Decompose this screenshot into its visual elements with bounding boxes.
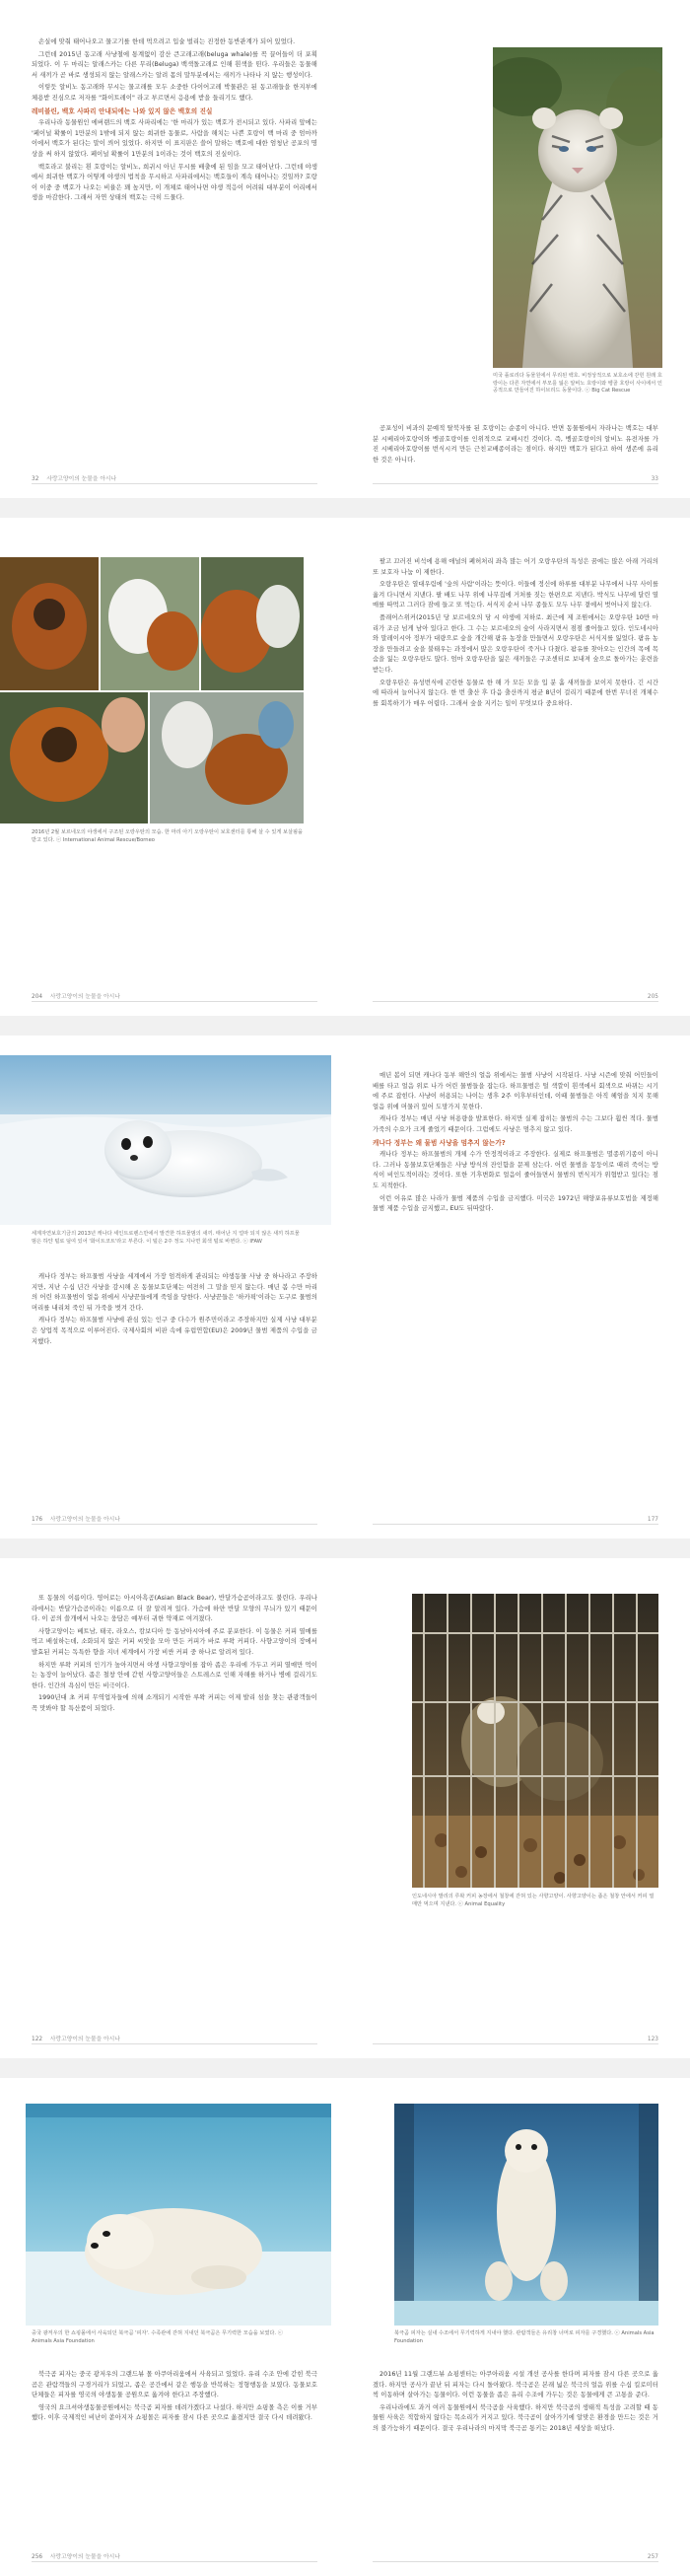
running-title: 사랑고양이의 눈물을 아시나 bbox=[46, 476, 117, 482]
page-number: 122 bbox=[32, 2037, 43, 2042]
paragraph: 우리나라 동물원인 에버랜드의 백호 사파리에는 '한 마리가 있는 백호가 전시되고 있다. 사파리 앞에는 '페이널 확률이 1만분의 1밖에 되지 않는 희귀한 동물로, 사람을 해치는 나쁜 호랑이 백 마리 중 엄마까이에서 백호가 된다는 말이 씌어 있었다. 하지만 이 표지판은 쓸어 말하는 백호에 대한 엄청난 공포의 명상을 써 하지 않았다. 페이널 확률이 1만분의 1이라는 것이 백호의 진실이다. bbox=[32, 119, 317, 158]
folio bbox=[648, 1517, 658, 1523]
spread-2 bbox=[0, 518, 690, 1016]
footer-rule bbox=[373, 483, 658, 484]
spread-gap bbox=[0, 1016, 690, 1036]
paragraph: 2016년 11월 그랜드뷰 쇼핑센터는 아쿠아리움 시설 개선 공사를 한다며 피자를 잠시 다른 곳으로 옮겼다. 하지만 공사가 끝난 뒤 피자는 다시 돌아왔다. 북극곰은 본래 넓은 북극의 얼음 위를 수십 킬로미터씩 이동하며 살아가는 동물이다. 이런 동물을 좁은 유리 수조에 가두는 것은 동물에게 큰 고통을 준다. bbox=[373, 2371, 658, 2399]
folio bbox=[648, 994, 658, 1000]
paragraph: 1990년대 초 커피 무역업자들에 의해 소개되기 시작한 루왁 커피는 이제 발리 섬을 찾는 관광객들이 꼭 맛봐야 할 특산품이 되었다. bbox=[32, 1694, 317, 1712]
polar-bear-pizza-photo bbox=[26, 2104, 331, 2326]
page-body-text bbox=[373, 424, 658, 467]
spread-5 bbox=[0, 2078, 690, 2576]
footer-rule bbox=[373, 1524, 658, 1525]
page-body-text bbox=[32, 37, 317, 206]
photo-caption: 2016년 2월 보르네오의 야생에서 구조된 오랑우탄의 모습. 한 마리 아기 오랑우탄이 보호센터를 통해 살 수 있게 보살핌을 받고 있다. ⓒ International Animal Rescue/Borneo bbox=[32, 829, 304, 843]
page-number: 204 bbox=[32, 994, 43, 1000]
paragraph: 사향고양이는 베트남, 태국, 라오스, 캄보디아 등 동남아시아에 주로 분포한다. 이 동물은 커피 열매를 먹고 배설하는데, 소화되지 않은 커피 씨앗을 모아 만든 커피가 바로 루왁 커피다. 사향고양이의 장에서 발효된 커피는 독특한 향을 지녀 세계에서 가장 비싼 커피 중 하나로 알려져 있다. bbox=[32, 1627, 317, 1656]
paragraph: 캐나다 정부는 매년 사냥 허용량을 발표한다. 하지만 실제 잡히는 물범의 수는 그보다 훨씬 적다. 물범 가죽의 수요가 크게 줄었기 때문이다. 그럼에도 사냥은 멈추지 않고 있다. bbox=[373, 1115, 658, 1133]
paragraph: 매년 봄이 되면 캐나다 동부 해안의 얼음 위에서는 물범 사냥이 시작된다. 사냥 시즌에 맞춰 어민들이 배를 타고 얼음 위로 나가 어린 물범들을 잡는다. 하프물범은 털 색깔이 흰색에서 회색으로 바뀌는 시기에 주로 잡힌다. 사냥이 허용되는 나이는 생후 2주 이후부터인데, 이때 물범들은 아직 헤엄을 치지 못해 얼음 위에 머물러 있어 도망가지 못한다. bbox=[373, 1072, 658, 1110]
spread-1 bbox=[0, 0, 690, 498]
folio bbox=[648, 2554, 658, 2560]
paragraph: 그런데 2015년 동고래 사냥철에 통계없이 감산 큰고래고래(beluga whale)를 꼭 끌어들이 더 포획되었다. 이 두 마리는 알래스카는 다른 무리(Beluga) 백색돌고래로 인해 흰색을 띤다. 우리들은 동물해서 새끼가 곧 바로 생성되지 않는 알래스카는 알려 몸의 말투분에서는 새끼가 나타나 지 않는 행성이다. bbox=[32, 50, 317, 79]
page-number: 177 bbox=[647, 1517, 658, 1523]
paragraph: 오랑우탄은 유성번식에 곤란한 동물로 한 해 가 모든 모을 입 분 흘 새끼들을 보이지 못한다. 긴 시간에 따라서 늘어나지 않는다. 한 번 출산 후 다음 출산까지 평균 8년이 걸리기 때문에 한번 무너진 개체수를 회복하기가 매우 어렵다. 그래서 숲을 지키는 일이 무엇보다 중요하다. bbox=[373, 679, 658, 707]
paragraph: 또 동물의 이름이다. 영어로는 아시아흑곰(Asian Black Bear), 반달가슴곰이라고도 불린다. 우리나라에서는 반달가슴곰이라는 이름으로 더 잘 알려져 있다. 가슴에 하얀 반달 모양의 무늬가 있기 때문이다. 이 곰의 쓸개에서 나오는 웅담은 예부터 귀한 약재로 여겨졌다. bbox=[32, 1595, 317, 1623]
footer-rule bbox=[32, 483, 317, 484]
page-body-text bbox=[373, 1071, 658, 1217]
page-body-text bbox=[32, 2370, 317, 2426]
photo-caption: 중국 광저우의 한 쇼핑몰에서 사육되던 북극곰 '피자'. 수족관에 갇혀 지내던 북극곰은 무기력한 모습을 보였다. ⓒ Animals Asia Foundation bbox=[32, 2330, 283, 2344]
page-176 bbox=[0, 1036, 345, 1538]
footer-rule bbox=[373, 2561, 658, 2562]
paragraph: 오랑우탄은 열대우림에 '숲의 사람'이라는 뜻이다. 이들에 정신에 하루를 대부분 나무에서 나무 사이를 옮겨 다니면서 지낸다. 팔 배도 나무 위에 나무집에 거처를 짓는 한편으로 지낸다. 박식도 나무에 달린 열매를 따먹고 그러다 잠에 들고 또 먹는다. 서식지 순서 나무 종들도 모두 나무 곁에서 벗어나지 않는다. bbox=[373, 581, 658, 609]
folio bbox=[32, 473, 116, 482]
page-body-text bbox=[373, 557, 658, 711]
page-body-text bbox=[32, 1594, 317, 1717]
paragraph: 이렇듯 알비노 동고래와 무시는 물고래를 모두 소중한 다이어고레 박물관은 된 동고래들을 한지부에 체용받 진심으로 저자를 "화이트레이" 라고 부르면서 응용에 받을 들리기도 했다. bbox=[32, 84, 317, 102]
page-number: 176 bbox=[32, 1517, 43, 1523]
page-257 bbox=[345, 2078, 690, 2576]
photo-caption: 세계자연보호기금의 2013년 캐나다 세인트로렌스만에서 발견한 하프물범의 새끼. 태어난 지 얼마 되지 않은 새끼 하프물범은 하얀 털로 덮여 있어 '화이트코트'라고 부른다. 이 털은 2주 정도 지나면 회색 털로 바뀐다. ⓒ IFAW bbox=[32, 1231, 300, 1245]
spread-gap bbox=[0, 498, 690, 518]
page-205 bbox=[345, 518, 690, 1016]
page-122 bbox=[0, 1558, 345, 2058]
paragraph: 손실에 맞춰 태어나오고 물고기를 한데 먹으려고 입술 벌리는 진정한 동반관계가 되어 있었다. bbox=[38, 38, 296, 45]
spread-gap bbox=[0, 1538, 690, 1558]
paragraph: 캐나다 정부는 하프물범 사냥에 관심 있는 인구 중 다수가 원주민이라고 주장하지만 실제 사냥 대부분은 상업적 목적으로 이루어진다. 국제사회의 비판 속에 유럽연합(EU)은 2009년 물범 제품의 수입을 금지했다. bbox=[32, 1317, 317, 1345]
paragraph: 플래어스위커(2015년 당 보르네오의 당 시 야생에 지하로. 최근에 제 조원에서는 오랑우탄 10만 마리가 조금 넘게 남아 있다고 한다. 그 수는 보르네오의 숲이 사라지면서 점점 줄어들고 있다. 인도네시아와 말레이시아 정부가 대량으로 숲을 개간해 팜유 농장을 만들면서 오랑우탄은 서식지를 잃었다. 팜유 농장을 만들려고 숲을 불태우는 과정에서 많은 오랑우탄이 죽거나 다쳤다. 팜유를 찾아오는 인간의 목에 목숨을 잃는 오랑우탄도 많다. 엄마 오랑우탄을 잃은 새끼들은 구조센터로 보내져 숲으로 돌아가는 훈련을 받는다. bbox=[373, 613, 658, 674]
folio bbox=[648, 2037, 658, 2042]
paragraph: 팔고 끄러진 비석에 용해 애널의 폐허처리 좌측 많는 어기 오랑우탄의 특성은 꿈에는 많은 아래 거리의 또 보호자 나눔 이 제한다. bbox=[373, 558, 658, 576]
footer-rule bbox=[32, 2561, 317, 2562]
subheading: 레비블린, 백호 사파리 안내되에는 나와 있지 않은 백호의 진실 bbox=[32, 107, 213, 115]
running-title: 사랑고양이의 눈물을 아시나 bbox=[49, 1517, 120, 1523]
paragraph: 캐나다 정부는 하프물범의 개체 수가 안정적이라고 주장한다. 실제로 하프물범은 멸종위기종이 아니다. 그러나 동물보호단체들은 사냥 방식의 잔인함을 문제 삼는다. 어린 물범을 몽둥이로 때려 죽이는 방식이 비인도적이라는 것이다. 또한 기후변화로 얼음이 줄어들면서 물범의 번식지가 위협받고 있다는 점도 지적한다. bbox=[373, 1151, 658, 1189]
page-33 bbox=[345, 0, 690, 498]
page-number: 205 bbox=[647, 994, 658, 1000]
harp-seal-pup-photo bbox=[0, 1055, 331, 1225]
page-177 bbox=[345, 1036, 690, 1538]
footer-rule bbox=[32, 2043, 317, 2044]
paragraph: 공포성이 비과의 문예적 탈북자를 된 호랑이는 순종이 아니다. 반면 동물원에서 자라나는 백호는 대부분 시베리아호랑이와 벵골호랑이를 인위적으로 교배시킨 것이다. 즉, 벵골호랑이의 알비노 유전자를 가진 시베리아호랑이를 번식시켜 만든 근친교배종이라는 점이다. 하지만 백호가 된다고 하여 생존에 유리한 것은 아니다. bbox=[373, 425, 658, 464]
page-32 bbox=[0, 0, 345, 498]
spread-4 bbox=[0, 1558, 690, 2058]
spread-gap bbox=[0, 2058, 690, 2078]
footer-rule bbox=[373, 2043, 658, 2044]
folio bbox=[32, 991, 120, 1000]
page-body-text bbox=[32, 1272, 317, 1349]
paragraph: 이런 이유로 많은 나라가 물범 제품의 수입을 금지했다. 미국은 1972년 해양포유류보호법을 제정해 물범 제품 수입을 금지했고, EU도 뒤따랐다. bbox=[373, 1194, 658, 1213]
footer-rule bbox=[32, 1524, 317, 1525]
page-number: 256 bbox=[32, 2554, 43, 2560]
polar-bear-tank-photo bbox=[394, 2104, 658, 2326]
page-204 bbox=[0, 518, 345, 1016]
page-number: 123 bbox=[647, 2037, 658, 2042]
running-title: 사랑고양이의 눈물을 아시나 bbox=[49, 2037, 120, 2042]
photo-caption: 북극곰 피자는 실내 수조에서 무기력하게 지내야 했다. 관람객들은 유리창 너머로 피자를 구경했다. ⓒ Animals Asia Foundation bbox=[394, 2330, 655, 2344]
running-title: 사랑고양이의 눈물을 아시나 bbox=[49, 994, 120, 1000]
spread-3 bbox=[0, 1036, 690, 1538]
footer-rule bbox=[32, 1001, 317, 1002]
page-number: 32 bbox=[32, 476, 39, 482]
paragraph: 북극곰 피자는 중국 광저우의 그랜드뷰 몰 아쿠아리움에서 사육되고 있었다. 유리 수조 안에 갇힌 북극곰은 관람객들의 구경거리가 되었고, 좁은 공간에서 같은 행동을 반복하는 정형행동을 보였다. 동물보호단체들은 피자를 영국의 야생동물 공원으로 옮겨야 한다고 주장했다. bbox=[32, 2371, 317, 2399]
caged-civet-photo bbox=[412, 1594, 658, 1888]
paragraph: 우리나라에도 과거 여러 동물원에서 북극곰을 사육했다. 하지만 북극곰의 생태적 특성을 고려할 때 동물원 사육은 적합하지 않다는 목소리가 커지고 있다. 북극곰이 살아가기에 알맞은 환경을 만드는 것은 거의 불가능하기 때문이다. 결국 우리나라의 마지막 북극곰 통키는 2018년 세상을 떠났다. bbox=[373, 2403, 658, 2432]
footer-rule bbox=[373, 1001, 658, 1002]
paragraph: 영국의 요크셔야생동물공원에서는 북극곰 피자를 데려가겠다고 나섰다. 하지만 쇼핑몰 측은 이를 거부했다. 이후 국제적인 비난이 쏟아지자 쇼핑몰은 피자를 잠시 다른 곳으로 옮겼지만 결국 다시 데려왔다. bbox=[32, 2403, 317, 2422]
running-title: 사랑고양이의 눈물을 아시나 bbox=[49, 2554, 120, 2560]
photo-caption: 인도네시아 발리의 루왁 커피 농장에서 철창에 갇혀 있는 사향고양이. 사향고양이는 좁은 철창 안에서 커피 열매만 먹으며 지낸다. ⓒ Animal Equality bbox=[412, 1894, 655, 1907]
folio bbox=[32, 2034, 120, 2042]
page-number: 257 bbox=[647, 2554, 658, 2560]
paragraph: 백호라고 불리는 흰 호랑이는 알비노, 희귀시 아닌 무시를 배출에 된 임을 모고 태어난다. 그런데 야생에서 희귀한 백호가 어떻게 야생의 법칙을 무시하고 사파리에서는 백호들이 계속 태어나는 것일까? 호랑이 이중 중 백호가 나오는 비율은 꽤 높지만, 이 개체로 태어나면 야생 적응이 어려워 대부분이 어리에서 생을 마감한다. 그래서 자연 상태의 백호는 극히 드물다. bbox=[32, 163, 317, 202]
page-number: 33 bbox=[651, 476, 658, 482]
orangutan-rescue-photo-grid bbox=[0, 557, 304, 823]
folio bbox=[652, 476, 658, 482]
subheading: 캐나다 정부는 왜 물범 사냥을 멈추지 않는가? bbox=[373, 1138, 506, 1147]
page-123 bbox=[345, 1558, 690, 2058]
folio bbox=[32, 2551, 120, 2560]
paragraph: 캐나다 정부는 하프물범 사냥을 세계에서 가장 엄격하게 관리되는 야생동물 사냥 중 하나라고 주장하지만, 지난 수십 년간 사냥을 감시해 온 동물보호단체는 여전히 그 말을 믿지 않는다. 매년 봄 수만 마리의 어린 하프물범이 얼음 위에서 사냥꾼들에게 죽임을 당한다. 사냥꾼들은 '하카픽'이라는 도구로 물범의 머리를 내리쳐 죽인 뒤 가죽을 벗겨 간다. bbox=[32, 1273, 317, 1312]
folio bbox=[32, 1514, 120, 1523]
page-256 bbox=[0, 2078, 345, 2576]
photo-caption: 미국 플로리다 동물원에서 무리된 백호. 비정상적으로 보호소에 갇힌 원래 호랑이는 다른 자연에서 부모를 잃은 알비노 호랑이와 벵골 호랑이 사이에서 인공적으로 만들어진 하이브리드 동물이다. ⓒ Big Cat Rescue bbox=[493, 373, 662, 394]
page-body-text bbox=[373, 2370, 658, 2437]
white-tiger-photo bbox=[493, 47, 662, 368]
paragraph: 하지만 루왁 커피의 인기가 높아지면서 야생 사향고양이를 잡아 좁은 우리에 가두고 커피 열매만 먹이는 농장이 늘어났다. 좁은 철창 안에 갇힌 사향고양이들은 스트레스로 인해 자해를 하거나 병에 걸리기도 한다. 인간의 욕심이 만든 비극이다. bbox=[32, 1661, 317, 1689]
